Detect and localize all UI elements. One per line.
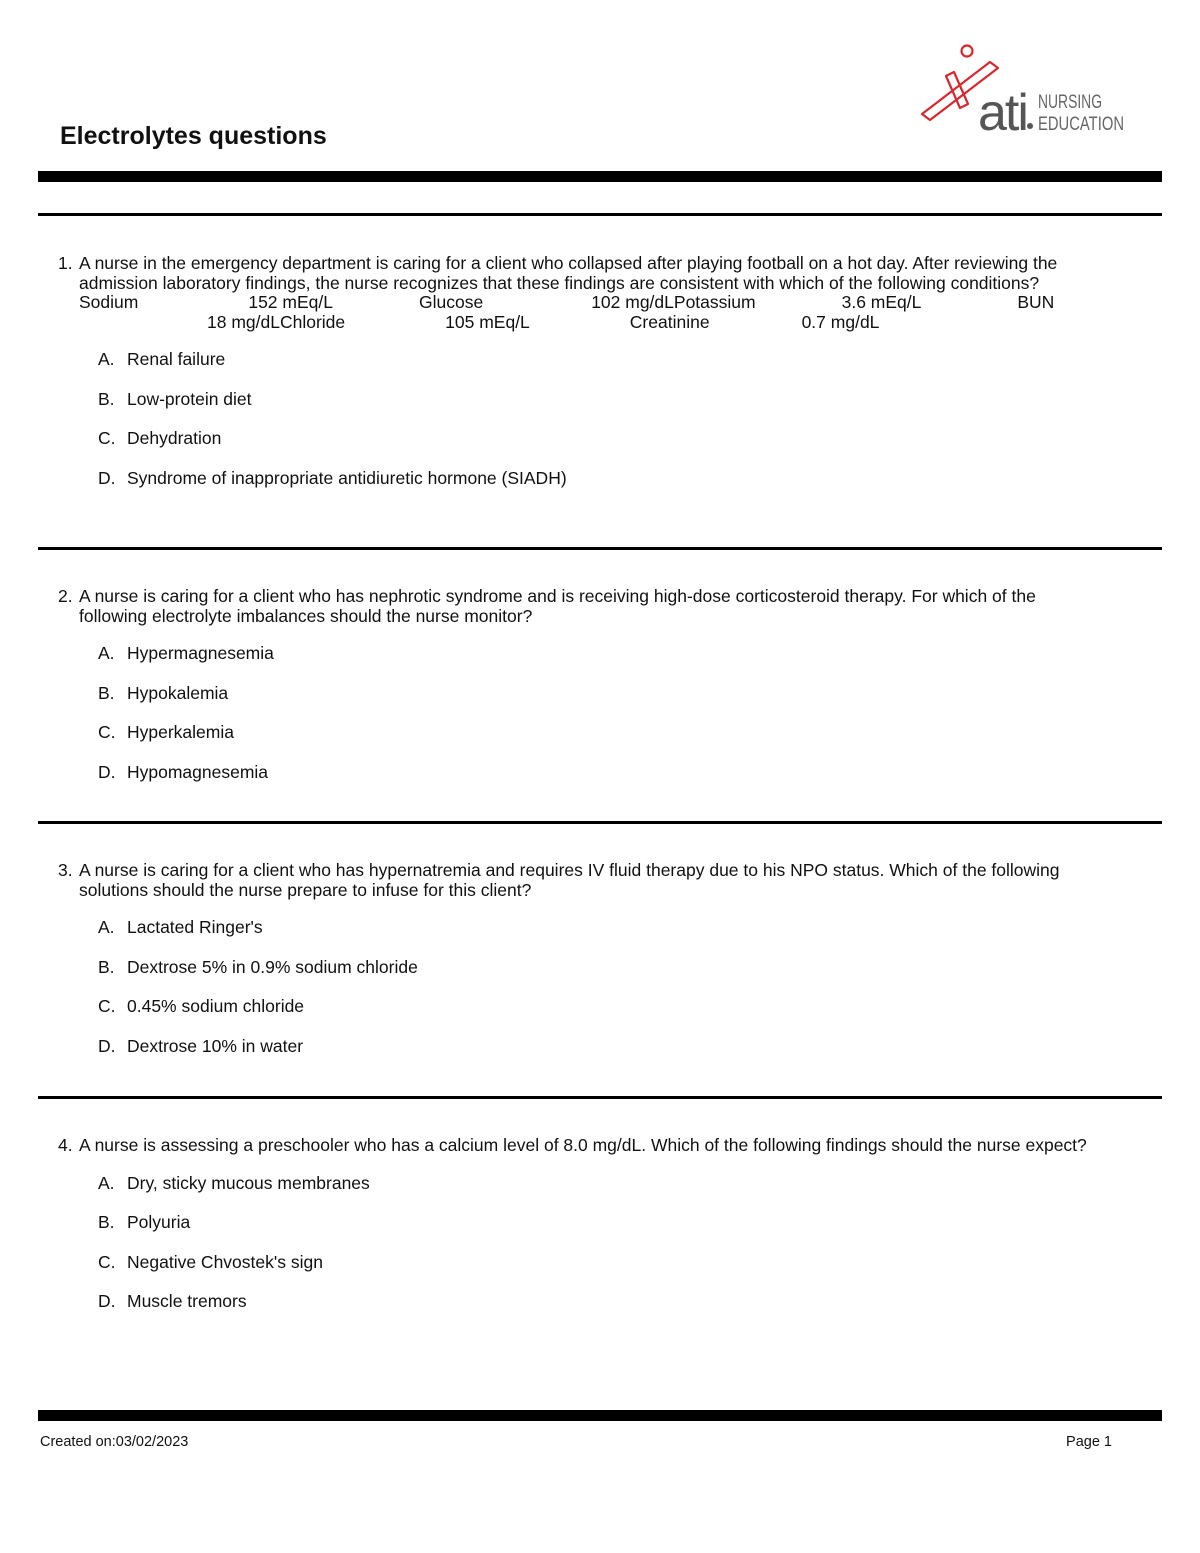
ati-nursing-education-logo [918, 40, 1138, 140]
answer-option[interactable]: C. Negative Chvostek's sign [98, 1251, 323, 1272]
created-date: Created on:03/02/2023 [40, 1434, 189, 1450]
answer-option[interactable]: A. Hypermagnesemia [98, 643, 274, 663]
logo-line-education: EDUCATION [1038, 114, 1124, 135]
answer-options [98, 1173, 1098, 1312]
answer-option[interactable]: D. Dextrose 10% in water [98, 1035, 304, 1056]
answer-option[interactable]: C. Dehydration [98, 428, 222, 448]
lab-value: 18 mg/dL [207, 311, 280, 332]
answer-options [98, 643, 1098, 782]
lab-name: Creatinine [629, 311, 710, 332]
divider [38, 213, 1162, 216]
lab-value: 105 mEq/L [445, 311, 530, 332]
divider [38, 1096, 1162, 1099]
answer-option[interactable]: A. Dry, sticky mucous membranes [98, 1172, 370, 1193]
logo-line-nursing: NURSING [1038, 92, 1102, 113]
question-1 [58, 254, 1098, 507]
question-4 [58, 1136, 1098, 1331]
answer-option[interactable]: B. Polyuria [98, 1212, 191, 1232]
lab-value: 102 mg/dL [591, 292, 674, 312]
page-title: Electrolytes questions [60, 122, 327, 150]
answer-option[interactable]: B. Dextrose 5% in 0.9% sodium chloride [98, 956, 418, 977]
question-text: A nurse is caring for a client who has nephrotic syndrome and is receiving high-dose corticosteroid therapy. For which of the following electrolyte imbalances should the nurse monitor? [79, 586, 1036, 626]
answer-option[interactable]: A. Lactated Ringer's [98, 917, 263, 937]
answer-option[interactable]: C. 0.45% sodium chloride [98, 996, 305, 1016]
answer-option[interactable]: B. Hypokalemia [98, 682, 229, 703]
question-number: 2. [58, 586, 73, 606]
answer-option[interactable]: D. Muscle tremors [98, 1291, 247, 1311]
lab-value: 3.6 mEq/L [841, 292, 922, 312]
divider [38, 547, 1162, 550]
logo-wordmark: ati [978, 84, 1027, 140]
answer-option[interactable]: C. Hyperkalemia [98, 722, 234, 742]
question-number: 4. [58, 1135, 73, 1155]
lab-name: Potassium [673, 292, 756, 312]
answer-option[interactable]: D. Syndrome of inappropriate antidiuretic hormone (SIADH) [98, 467, 567, 488]
lab-value: 0.7 mg/dL [801, 311, 880, 332]
answer-option[interactable]: A. Renal failure [98, 349, 226, 369]
question-text: A nurse is caring for a client who has hypernatremia and requires IV fluid therapy due to his NPO status. Which of the following solutions should the nurse prepare to infuse for this client? [79, 860, 1060, 900]
question-text: A nurse in the emergency department is caring for a client who collapsed after playing football on a hot day. After reviewing the admission laboratory findings, the nurse recognizes that these findings are consistent with which of the following conditions? Sodium 152 mEq/L Glucose 102 mg/dLPotassium 3.6 mEq/L BUN18 mg/dLChloride 105 mEq/L Creatinine 0.7 mg/dL [79, 253, 1058, 332]
header-rule [38, 171, 1162, 182]
lab-value: 152 mEq/L [248, 292, 333, 312]
lab-name: Sodium [79, 292, 139, 312]
answer-option[interactable]: D. Hypomagnesemia [98, 761, 269, 782]
question-number: 1. [58, 253, 73, 273]
divider [38, 821, 1162, 824]
answer-option[interactable]: B. Low-protein diet [98, 388, 252, 409]
question-number: 3. [58, 860, 73, 880]
answer-options [98, 917, 1098, 1056]
lab-name: Glucose [418, 292, 484, 312]
footer-rule [38, 1410, 1162, 1421]
question-3 [58, 861, 1098, 1075]
question-2 [58, 587, 1098, 801]
answer-options [98, 349, 1098, 488]
lab-name: Chloride [279, 311, 346, 332]
question-text: A nurse is assessing a preschooler who has a calcium level of 8.0 mg/dL. Which of the following findings should the nurse expect? [79, 1135, 1087, 1155]
page-number: Page 1 [1066, 1434, 1112, 1450]
lab-name: BUN [1017, 292, 1055, 312]
